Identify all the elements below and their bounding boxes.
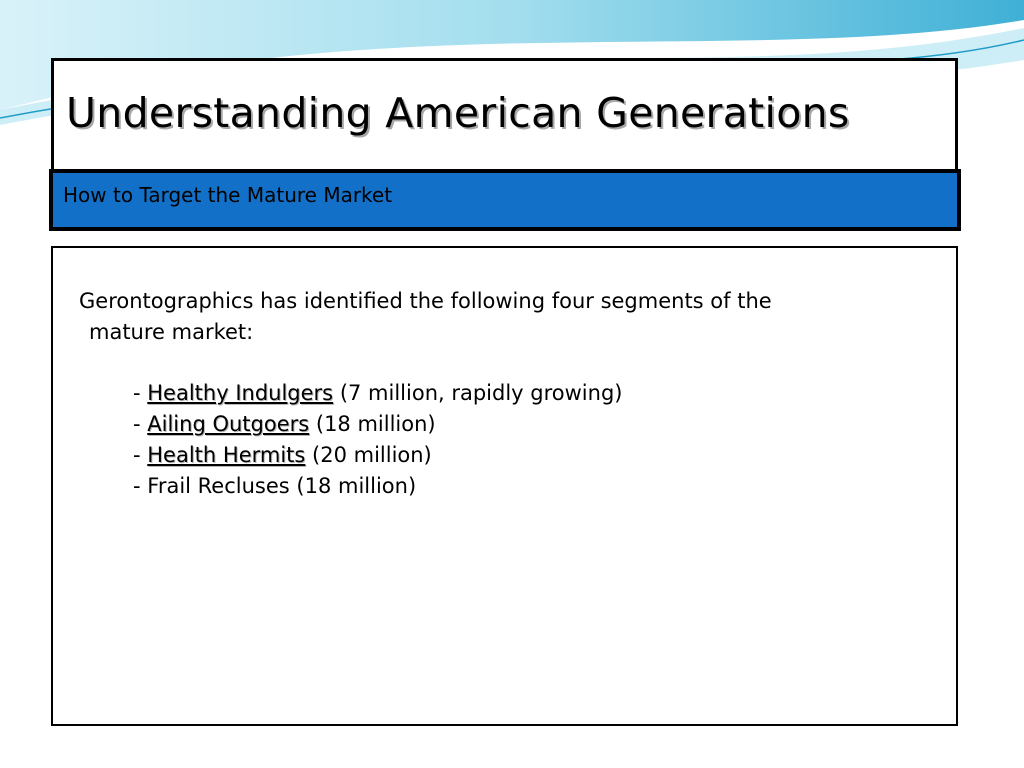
subtitle-bar	[49, 169, 961, 231]
segment-list	[79, 378, 939, 502]
intro-line-2: mature market:	[89, 320, 254, 344]
segment-name: Frail Recluses	[147, 474, 290, 498]
content-box	[51, 246, 958, 726]
title-box	[51, 58, 958, 173]
segment-name: Ailing Outgoers	[147, 412, 310, 436]
intro-line-1: Gerontographics has identified the following four segments of the	[79, 289, 772, 313]
segment-detail: (18 million)	[309, 412, 436, 436]
segment-item	[133, 471, 939, 502]
segment-detail: (18 million)	[289, 474, 417, 498]
segment-detail: (20 million)	[305, 443, 432, 467]
slide-subtitle: How to Target the Mature Market	[63, 183, 393, 207]
segment-item	[133, 378, 939, 409]
content-text	[79, 286, 939, 502]
segment-dash: -	[133, 412, 148, 436]
slide-title: Understanding American Generations	[66, 89, 850, 137]
segment-item	[133, 440, 939, 471]
segment-item	[133, 409, 939, 440]
segment-dash: -	[133, 474, 148, 498]
segment-name: Health Hermits	[147, 443, 306, 467]
spacer	[79, 348, 939, 378]
segment-detail: (7 million, rapidly growing)	[333, 381, 623, 405]
segment-name: Healthy Indulgers	[147, 381, 334, 405]
segment-dash: -	[133, 443, 148, 467]
segment-dash: -	[133, 381, 148, 405]
